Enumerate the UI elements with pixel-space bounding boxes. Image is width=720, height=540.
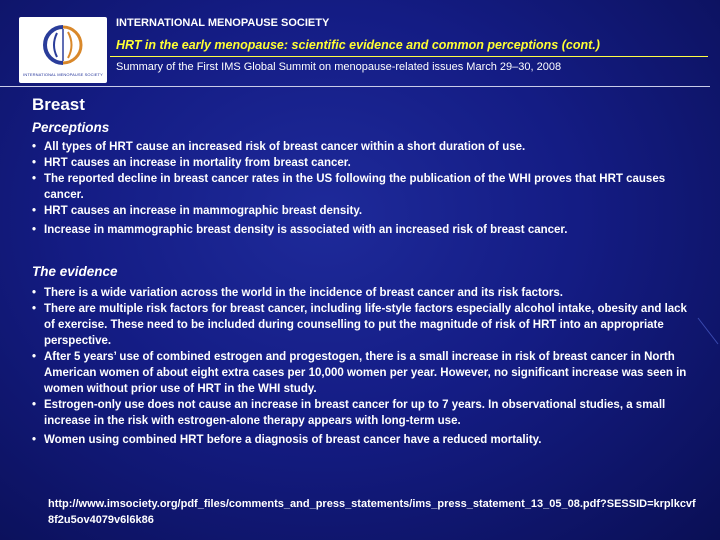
evidence-item: • Estrogen-only use does not cause an increase in breast cancer for up to 7 years. In observational studies, a small increase in the risk with estrogen-alone therapy appears with long-term use. [32, 397, 700, 429]
evidence-heading: The evidence [32, 264, 118, 279]
perceptions-list [32, 139, 700, 238]
perception-item: • Increase in mammographic breast density is associated with an increased risk of breast cancer. [32, 222, 700, 238]
decorative-line [696, 316, 720, 346]
slide-header [0, 0, 720, 86]
ims-logo-icon [41, 23, 85, 67]
header-divider [110, 56, 708, 57]
logo-caption: INTERNATIONAL MENOPAUSE SOCIETY [23, 72, 103, 77]
perception-item: • HRT causes an increase in mortality from breast cancer. [32, 155, 700, 171]
evidence-item: • There are multiple risk factors for breast cancer, including life-style factors especially alcohol intake, obesity and lack of exercise. These need to be included during counselling to put the magnitude of risk of HRT into an appropriate perspective. [32, 301, 700, 349]
evidence-item: • Women using combined HRT before a diagnosis of breast cancer have a reduced mortality. [32, 432, 700, 448]
source-url[interactable]: http://www.imsociety.org/pdf_files/comments_and_press_statements/ims_press_statement_13_05_08.pdf?SESSID=krplkcvf8f2u5ov4079v6l6k86 [48, 498, 696, 526]
summit-summary: Summary of the First IMS Global Summit on menopause-related issues March 29–30, 2008 [116, 61, 562, 73]
section-title: Breast [32, 95, 85, 114]
organization-name: INTERNATIONAL MENOPAUSE SOCIETY [116, 17, 330, 29]
evidence-item: • After 5 years’ use of combined estrogen and progestogen, there is a small increase in risk of breast cancer in North American women of about eight extra cases per 10,000 women per year. However, no significant increase was seen in women without prior use of HRT in the WHI study. [32, 349, 700, 397]
perceptions-heading: Perceptions [32, 120, 110, 135]
evidence-list [32, 285, 700, 448]
perception-item: • All types of HRT cause an increased risk of breast cancer within a short duration of use. [32, 139, 700, 155]
perception-item: • HRT causes an increase in mammographic breast density. [32, 203, 700, 219]
perception-item: • The reported decline in breast cancer rates in the US following the publication of the WHI proves that HRT causes cancer. [32, 171, 700, 203]
evidence-item: • There is a wide variation across the world in the incidence of breast cancer and its risk factors. [32, 285, 700, 301]
ims-logo [19, 17, 107, 83]
header-separator [0, 86, 710, 87]
slide-title: HRT in the early menopause: scientific evidence and common perceptions (cont.) [116, 38, 600, 52]
